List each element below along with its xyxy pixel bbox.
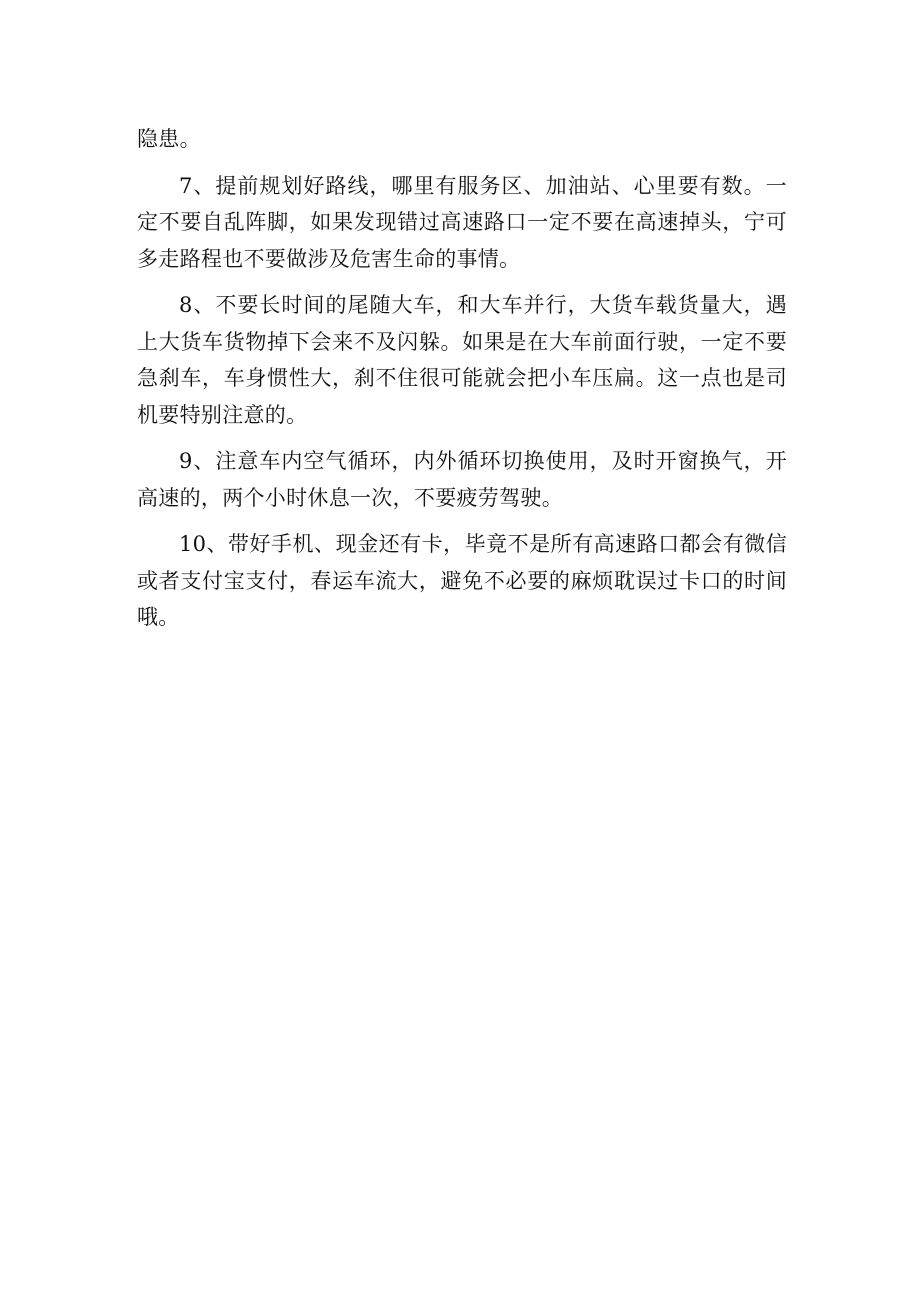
paragraph-continuation: 隐患。 (137, 127, 201, 151)
paragraph-tip-9: 9、注意车内空气循环，内外循环切换使用，及时开窗换气，开高速的，两个小时休息一次，不要疲劳驾驶。 (137, 449, 787, 510)
document-body (137, 121, 787, 636)
paragraph-tip-8: 8、不要长时间的尾随大车，和大车并行，大货车载货量大，遇上大货车货物掉下会来不及闪躲。如果是在大车前面行驶，一定不要急刹车，车身惯性大，刹不住很可能就会把小车压扁。这一点也是司机要特别注意的。 (137, 293, 787, 427)
paragraph-tip-10: 10、带好手机、现金还有卡，毕竟不是所有高速路口都会有微信或者支付宝支付，春运车流大，避免不必要的麻烦耽误过卡口的时间哦。 (137, 532, 787, 629)
paragraph-tip-7: 7、提前规划好路线，哪里有服务区、加油站、心里要有数。一定不要自乱阵脚，如果发现错过高速路口一定不要在高速掉头，宁可多走路程也不要做涉及危害生命的事情。 (137, 173, 787, 271)
